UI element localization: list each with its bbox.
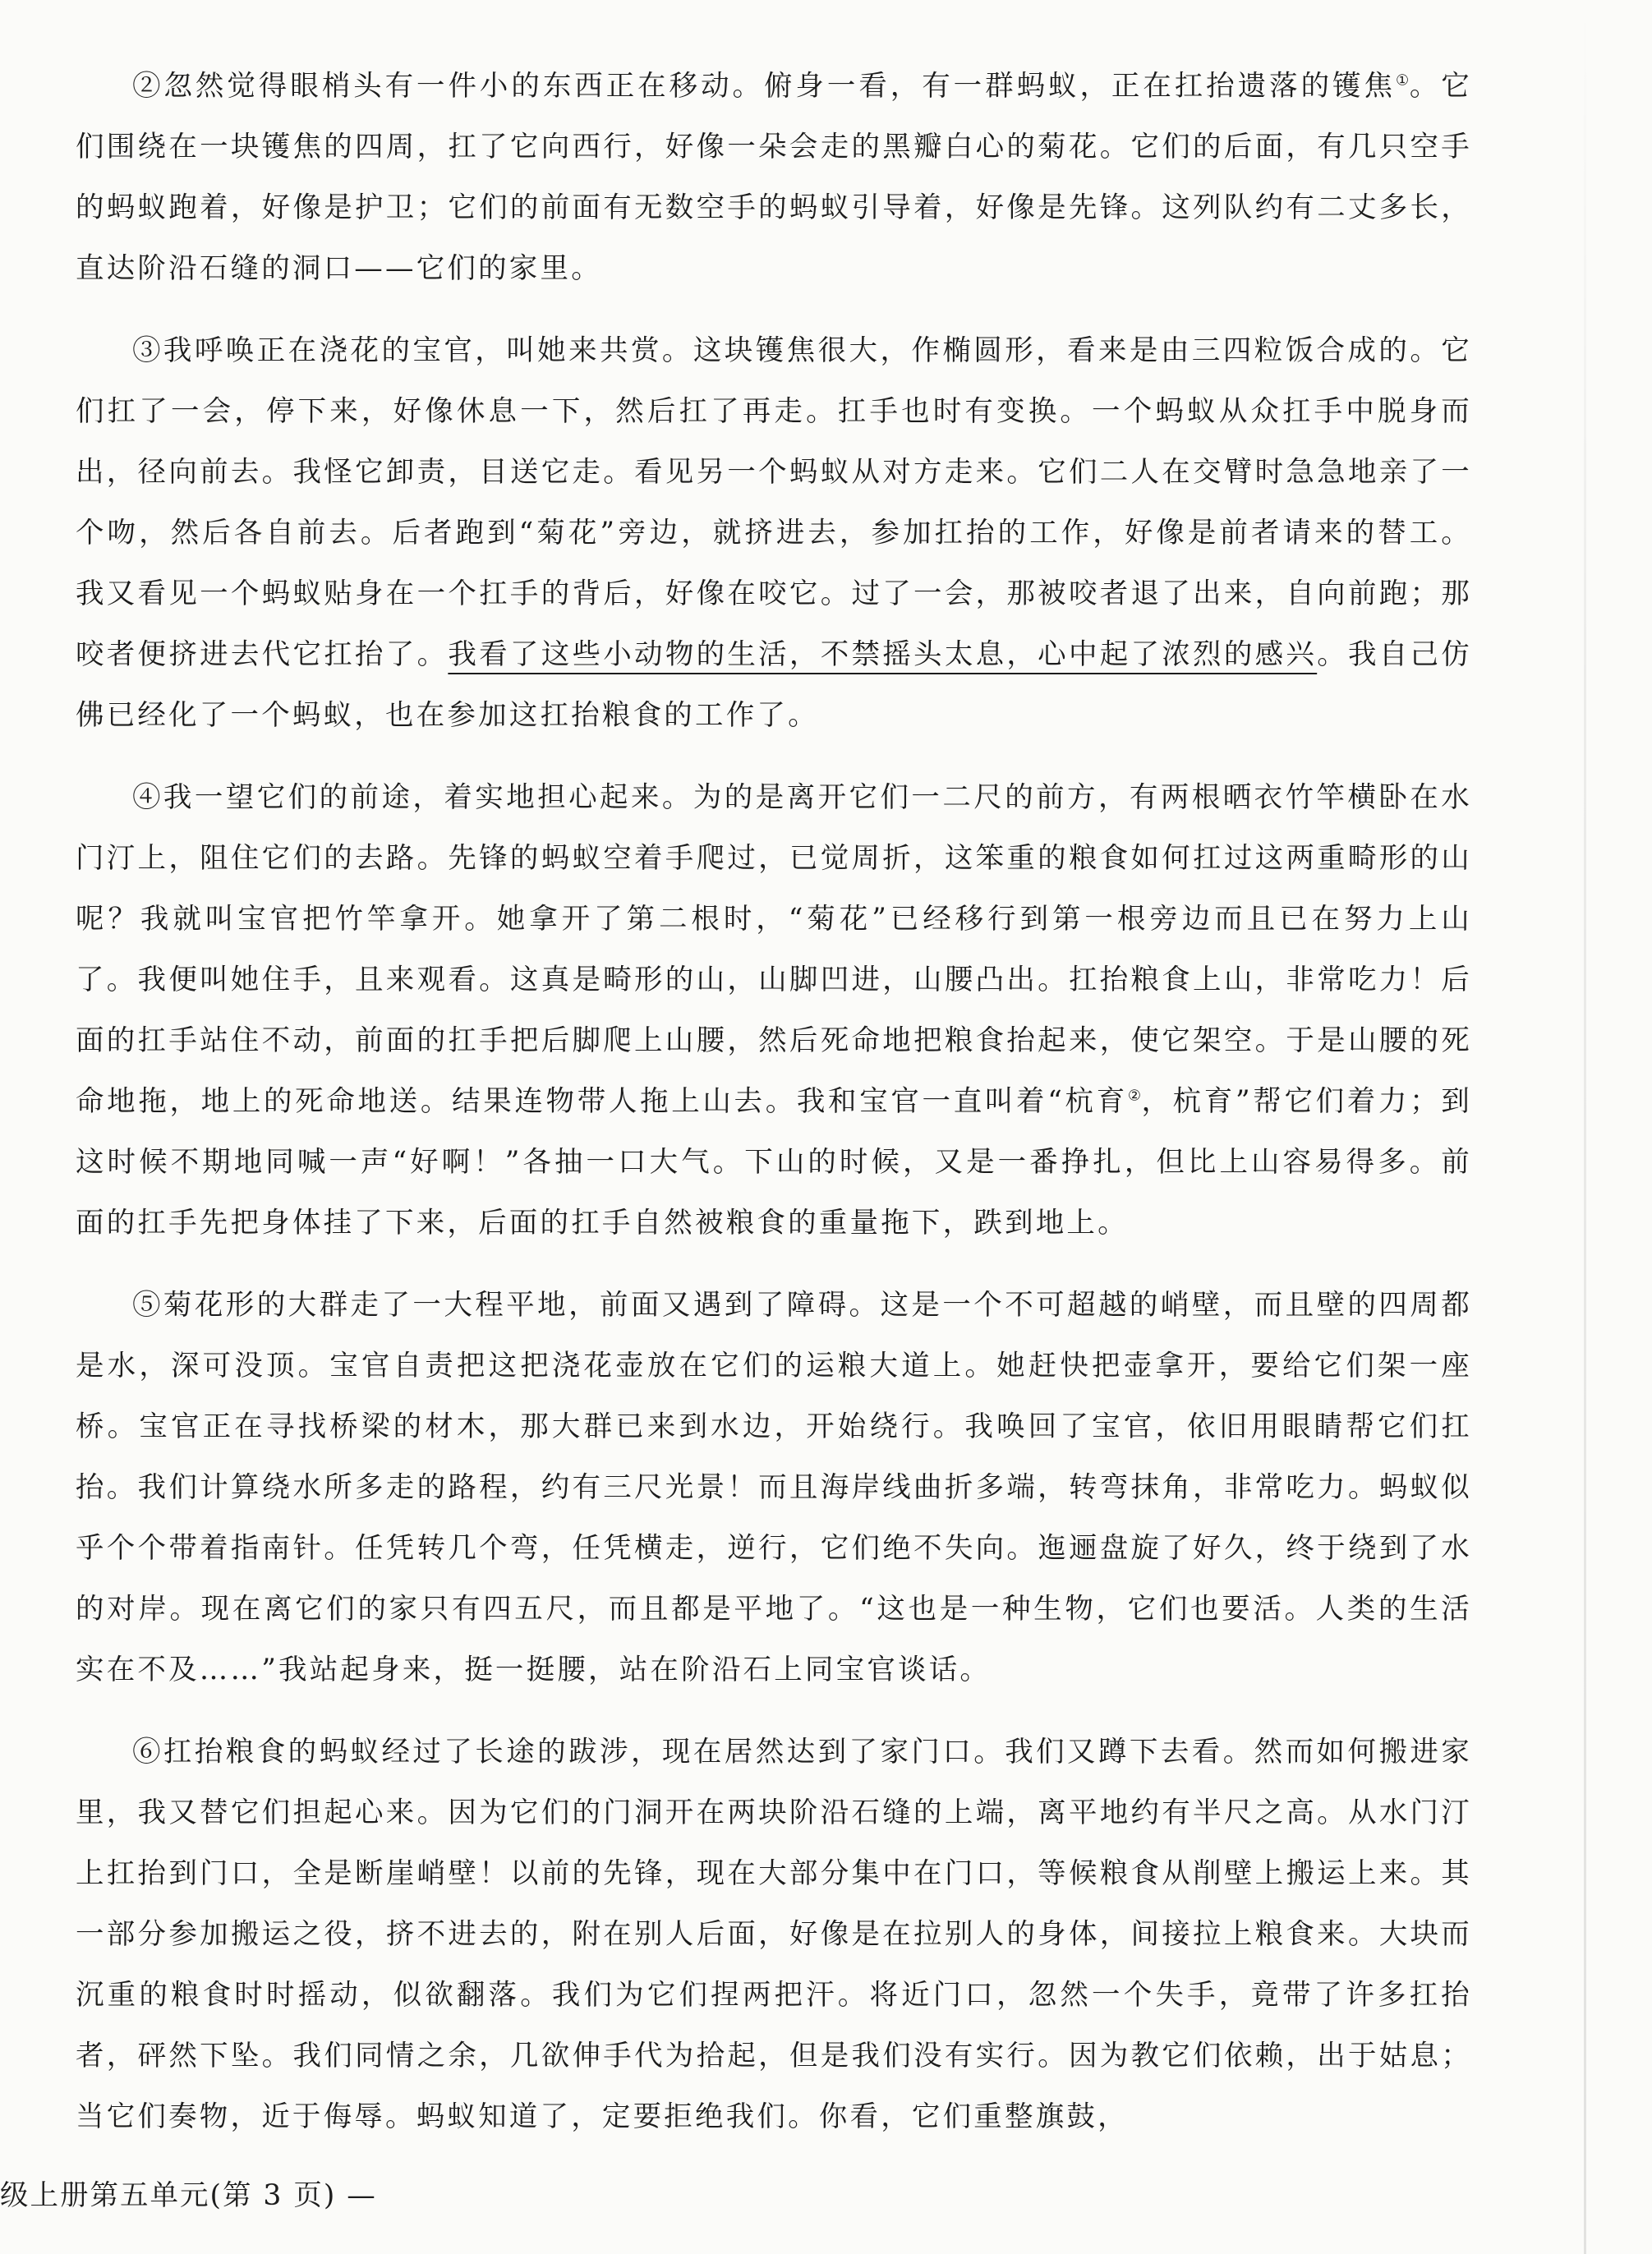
- paragraph-text: ③我呼唤正在浇花的宝官，叫她来共赏。这块镬焦很大，作椭圆形，看来是由三四粒饭合成的。它们扛了一会，停下来，好像休息一下，然后扛了再走。扛手也时有变换。一个蚂蚁从众扛手中脱身而出，径向前去。我怪它卸责，目送它走。看见另一个蚂蚁从对方走来。它们二人在交臂时急急地亲了一个吻，然后各自前去。后者跑到“菊花”旁边，就挤进去，参加扛抬的工作，好像是前者请来的替工。我又看见一个蚂蚁贴身在一个扛手的背后，好像在咬它。过了一会，那被咬者退了出来，自向前跑；那咬者便挤进去代它扛抬了。: [76, 334, 1472, 671]
- paragraph-4: [76, 767, 1472, 1254]
- paragraph-text: ，杭育”帮它们着力；到这时候不期地同喊一声“好啊！”各抽一口大气。下山的时候，又是一番挣扎，但比上山容易得多。前面的扛手先把身体挂了下来，后面的扛手自然被粮食的重量拖下，跌到地上。: [76, 1085, 1472, 1240]
- paragraph-text: ⑤菊花形的大群走了一大程平地，前面又遇到了障碍。这是一个不可超越的峭壁，而且壁的四周都是水，深可没顶。宝官自责把这把浇花壶放在它们的运粮大道上。她赶快把壶拿开，要给它们架一座桥。宝官正在寻找桥梁的材木，那大群已来到水边，开始绕行。我唤回了宝官，依旧用眼睛帮它们扛抬。我们计算绕水所多走的路程，约有三尺光景！而且海岸线曲折多端，转弯抹角，非常吃力。蚂蚁似乎个个带着指南针。任凭转几个弯，任凭横走，逆行，它们绝不失向。迤逦盘旋了好久，终于绕到了水的对岸。现在离它们的家只有四五尺，而且都是平地了。“这也是一种生物，它们也要活。人类的生活实在不及……”我站起身来，挺一挺腰，站在阶沿石上同宝官谈话。: [76, 1289, 1472, 1686]
- paragraph-text: ⑥扛抬粮食的蚂蚁经过了长途的跋涉，现在居然达到了家门口。我们又蹲下去看。然而如何搬进家里，我又替它们担起心来。因为它们的门洞开在两块阶沿石缝的上端，离平地约有半尺之高。从水门汀上扛抬到门口，全是断崖峭壁！以前的先锋，现在大部分集中在门口，等候粮食从削壁上搬运上来。其一部分参加搬运之役，挤不进去的，附在别人后面，好像是在拉别人的身体，间接拉上粮食来。大块而沉重的粮食时时摇动，似欲翻落。我们为它们捏两把汗。将近门口，忽然一个失手，竟带了许多扛抬者，砰然下坠。我们同情之余，几欲伸手代为拾起，但是我们没有实行。因为教它们依赖，出于姑息；当它们奏物，近于侮辱。蚂蚁知道了，定要拒绝我们。你看，它们重整旗鼓，: [76, 1736, 1472, 2133]
- footnote-marker: ②: [1127, 1087, 1142, 1105]
- paragraph-6: [76, 1722, 1472, 2147]
- paragraph-2: [76, 56, 1472, 299]
- passage-text: [76, 56, 1472, 2169]
- paragraph-3: [76, 320, 1472, 746]
- page-edge-shadow: [1584, 0, 1586, 2254]
- paragraph-text: 。我自己仿佛已经化了一个蚂蚁，也在参加这扛抬粮食的工作了。: [76, 638, 1473, 732]
- underlined-sentence: 我看了这些小动物的生活，不禁摇头太息，心中起了浓烈的感兴: [448, 638, 1318, 671]
- paragraph-text: 。它们围绕在一块镬焦的四周，扛了它向西行，好像一朵会走的黑瓣白心的菊花。它们的后面，有几只空手的蚂蚁跑着，好像是护卫；它们的前面有无数空手的蚂蚁引导着，好像是先锋。这列队约有二丈多长，直达阶沿石缝的洞口——它们的家里。: [76, 70, 1472, 285]
- footnote-marker: ①: [1395, 71, 1410, 90]
- paragraph-text: ④我一望它们的前途，着实地担心起来。为的是离开它们一二尺的前方，有两根晒衣竹竿横卧在水门汀上，阻住它们的去路。先锋的蚂蚁空着手爬过，已觉周折，这笨重的粮食如何扛过这两重畸形的山呢？我就叫宝官把竹竿拿开。她拿开了第二根时，“菊花”已经移行到第一根旁边而且已在努力上山了。我便叫她住手，且来观看。这真是畸形的山，山脚凹进，山腰凸出。扛抬粮食上山，非常吃力！后面的扛手站住不动，前面的扛手把后脚爬上山腰，然后死命地把粮食抬起来，使它架空。于是山腰的死命地拖，地上的死命地送。结果连物带人拖上山去。我和宝官一直叫着“杭育: [76, 781, 1472, 1118]
- paragraph-5: [76, 1275, 1472, 1700]
- page-footer: 级上册第五单元(第 3 页) —: [0, 2179, 377, 2212]
- paragraph-text: ②忽然觉得眼梢头有一件小的东西正在移动。俯身一看，有一群蚂蚁，正在扛抬遗落的镬焦: [132, 70, 1396, 103]
